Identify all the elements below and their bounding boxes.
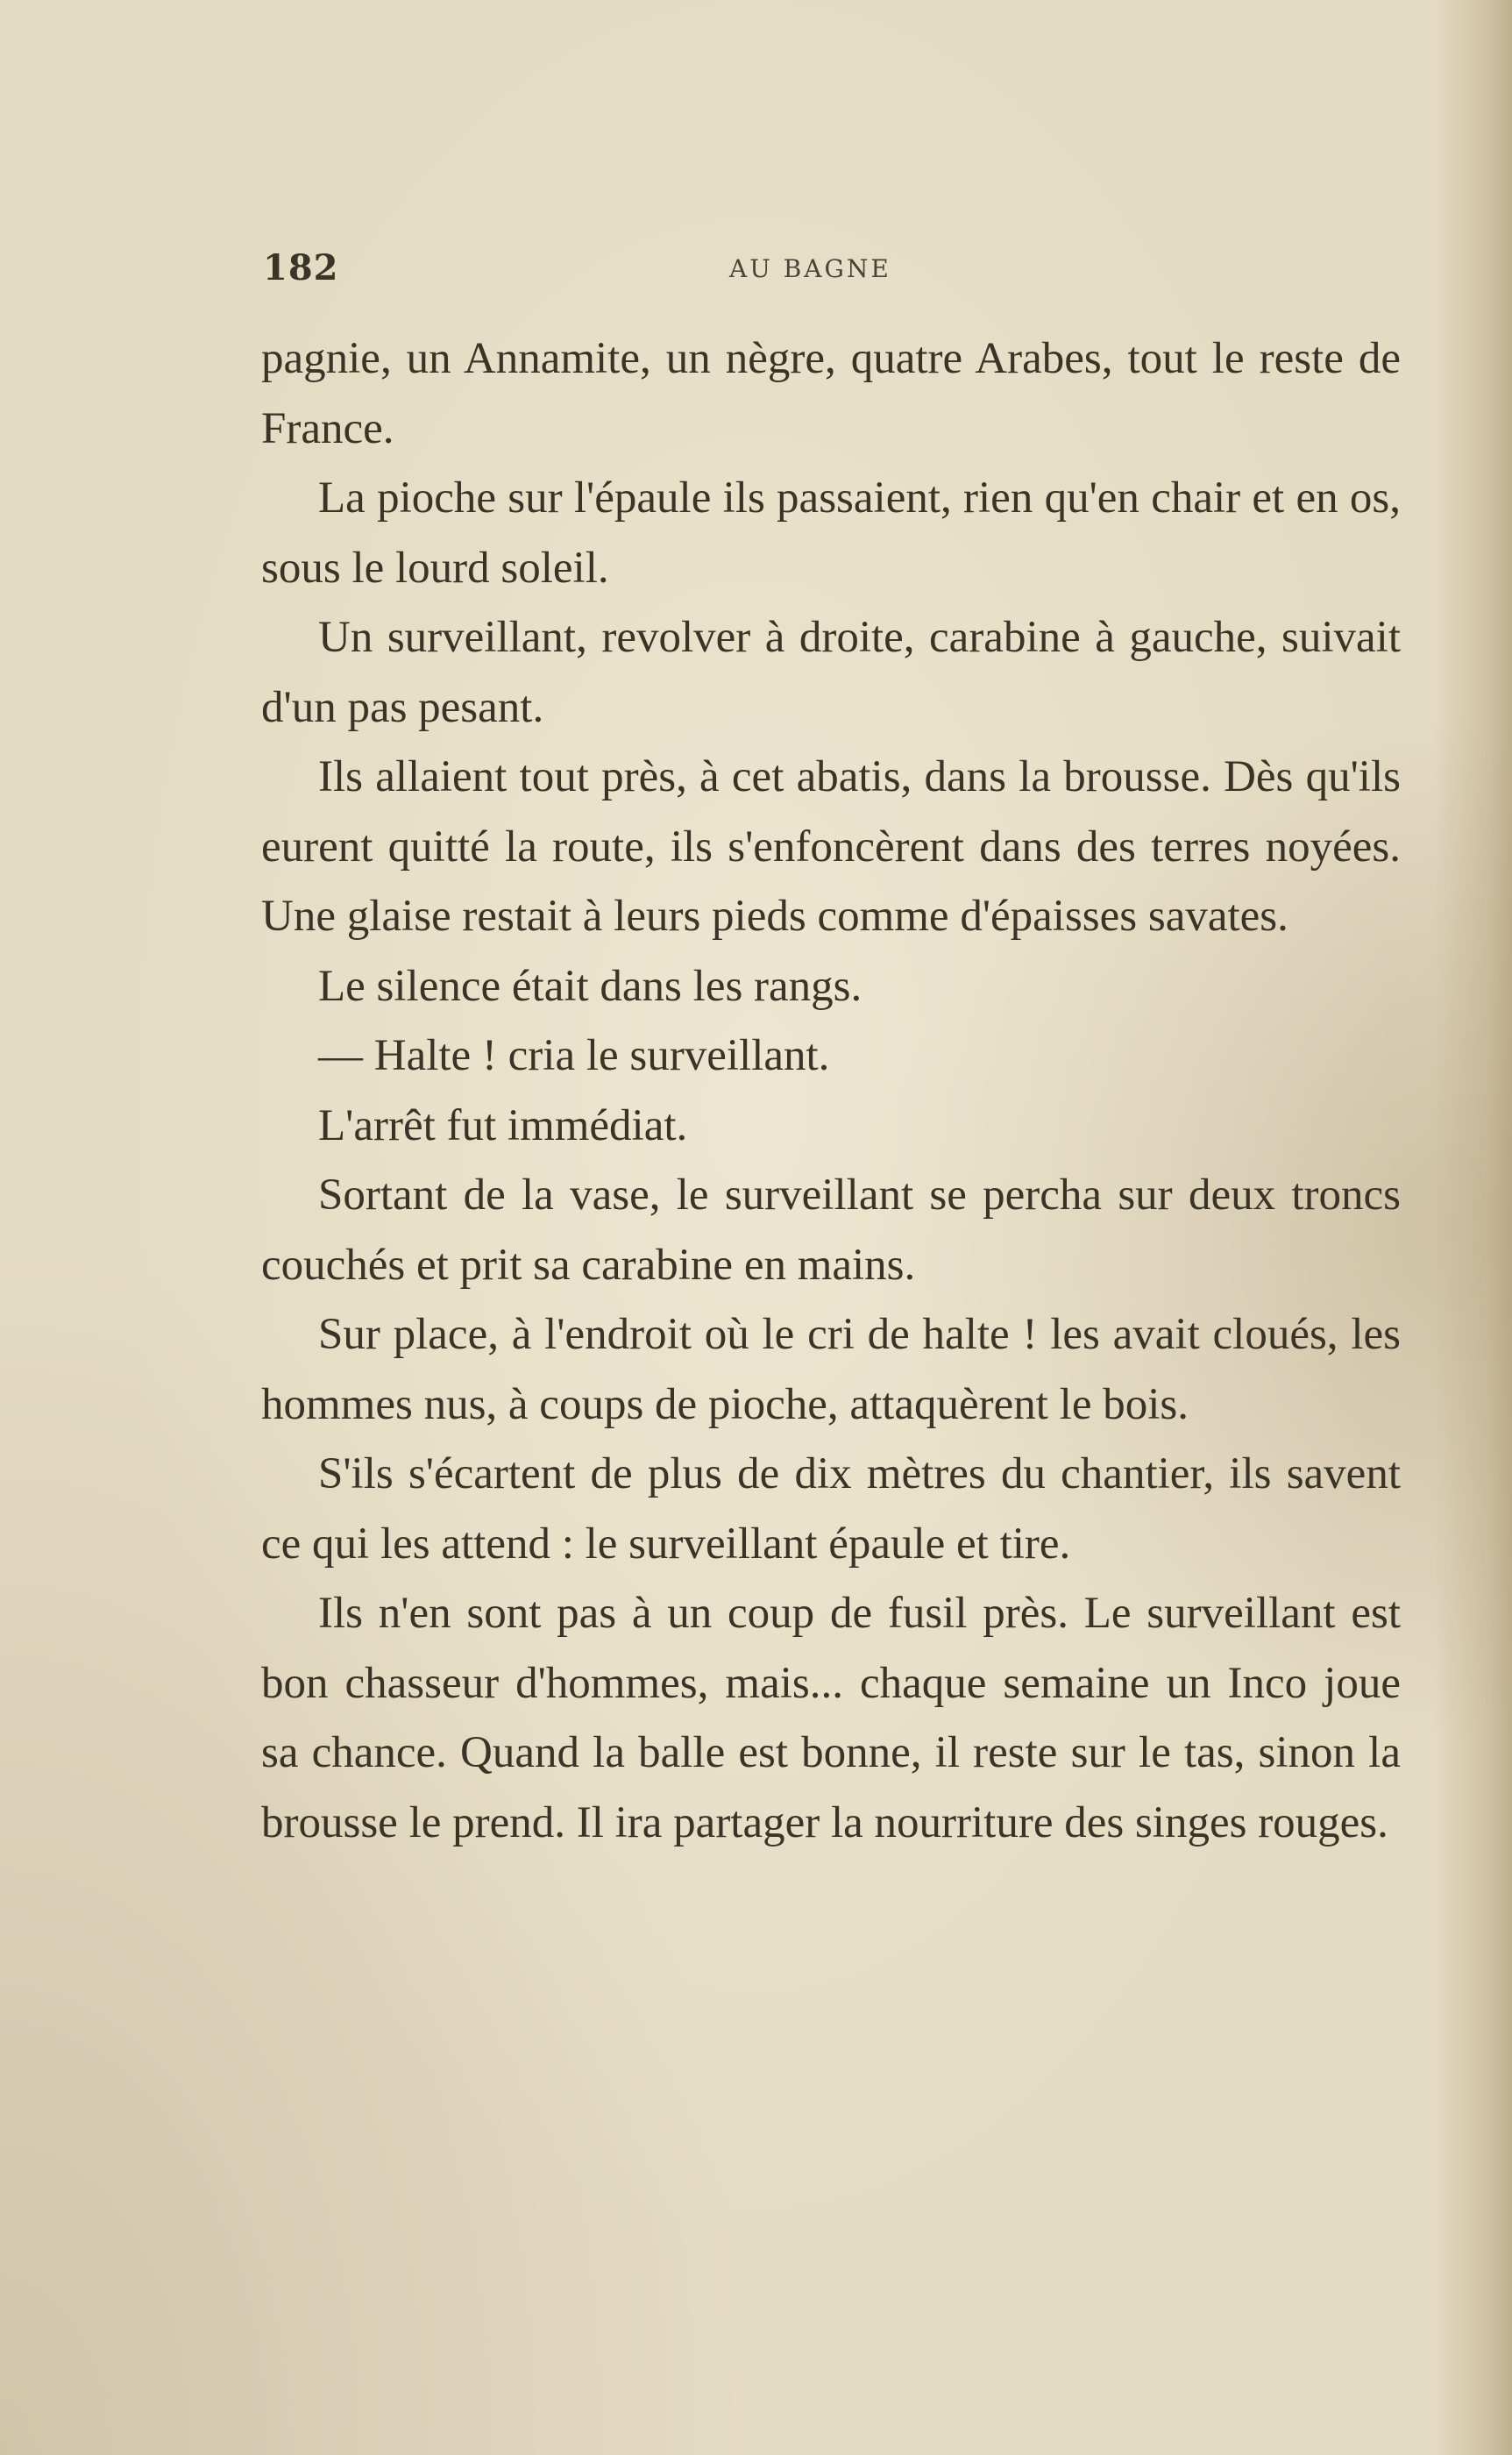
paragraph: La pioche sur l'épaule ils passaient, rien qu'en chair et en os, sous le lourd soleil. [261, 473, 1401, 593]
paragraph: Le silence était dans les rangs. [318, 961, 862, 1011]
paragraph: S'ils s'écartent de plus de dix mètres du chantier, ils savent ce qui les attend : le surveillant épaule et tire. [261, 1449, 1401, 1569]
paragraph: Ils n'en sont pas à un coup de fusil près. Le surveillant est bon chasseur d'hommes, mais... chaque semaine un Inco joue sa chance. Quand la balle est bonne, il reste sur le tas, sinon la brousse le prend. Il ira partager la nourriture des singes rouges. [261, 1589, 1401, 1847]
paragraph-continuation: pagnie, un Annamite, un nègre, quatre Arabes, tout le reste de France. [261, 334, 1401, 453]
paragraph: Sur place, à l'endroit où le cri de halte ! les avait cloués, les hommes nus, à coups de pioche, attaquèrent le bois. [261, 1310, 1401, 1429]
paragraph: Sortant de la vase, le surveillant se percha sur deux troncs couchés et prit sa carabine en mains. [261, 1171, 1401, 1290]
paragraph: L'arrêt fut immédiat. [318, 1100, 688, 1150]
paragraph: Un surveillant, revolver à droite, carabine à gauche, suivait d'un pas pesant. [261, 613, 1401, 732]
paragraph: Ils allaient tout près, à cet abatis, dans la brousse. Dès qu'ils eurent quitté la route, ils s'enfoncèrent dans des terres noyées. Une glaise restait à leurs pieds comme d'épaisses savates. [261, 752, 1401, 941]
body-text [261, 324, 1401, 1858]
running-head: AU BAGNE [729, 254, 891, 283]
dialogue-line: — Halte ! cria le surveillant. [318, 1031, 830, 1080]
page-header [263, 247, 1394, 300]
page-number: 182 [263, 247, 339, 288]
page-edge-shadow [1433, 0, 1512, 2455]
